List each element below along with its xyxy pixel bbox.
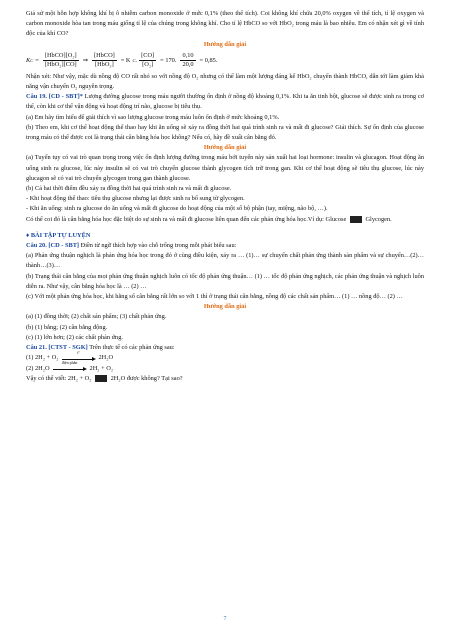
conclusion-product: Glycogen. (365, 215, 392, 223)
numerator: [HbCO] (93, 52, 115, 60)
ask-text: Vậy có thể viết: 2H₂ + O₂ (26, 374, 92, 382)
answer-19b-sport: - Khi hoạt động thể thao: tiêu thụ glucose nhưng lại được sinh ra bổ sung từ glycogen. (26, 195, 245, 203)
reaction-1-products: 2H₂O (98, 354, 114, 362)
fraction-ratio (92, 52, 117, 69)
solution-heading: Hướng dẫn giải (203, 144, 247, 152)
dot: . (135, 56, 138, 64)
equals-k: = K (120, 56, 131, 64)
fraction-values (180, 52, 195, 69)
reaction-1-reactants: (1) 2H₂ + O₂ (26, 354, 59, 362)
question-21-text: Trên thực tế có các phản ứng sau: (87, 344, 175, 352)
solution-heading: Hướng dẫn giải (203, 303, 247, 311)
denominator: [O₂] (142, 61, 154, 69)
answer-20c: (c) (1) lớn hơn; (2) các chất phản ứng. (26, 333, 123, 341)
equilibrium-formula (26, 50, 424, 72)
denominator: 20,0 (182, 61, 194, 69)
question-20-text: Điền từ ngữ thích hợp vào chỗ trống trong mỗi phát biểu sau: (79, 242, 237, 250)
solution-heading: Hướng dẫn giải (203, 40, 247, 48)
numerator: 0,10 (182, 52, 194, 60)
k-subscript-2: C (132, 57, 136, 63)
question-20c: (c) Với một phản ứng hóa học, khi hằng số cân bằng rất lớn so với 1 thì ở trạng thái cân bằng, nồng độ các chất sản phẩm… (1) … nồng độ… (2) … (26, 293, 403, 301)
numerator: [HbCO][O₂] (44, 52, 77, 60)
implies-sign: ⇒ (82, 56, 88, 64)
equilibrium-arrow-icon (350, 216, 362, 223)
section-title: ♦ BÀI TẬP TỰ LUYỆN (26, 231, 91, 239)
question-21-ask (26, 374, 424, 384)
page-number: 7 (223, 615, 227, 622)
equals-sign: = (35, 56, 39, 64)
equals-170: = 170. (160, 56, 177, 64)
section-heading (26, 231, 424, 241)
question-19-label: Câu 19. [CD - SBT]* (26, 93, 83, 101)
answer-20a: (a) (1) đồng thời; (2) chất sản phẩm; (3) chất phản ứng. (26, 313, 167, 321)
denominator: [HbO₂][CO] (44, 61, 77, 69)
reaction-2-products: 2H₂ + O₂ (89, 364, 114, 372)
question-21-label: Câu 21. [CTST - SGK] (26, 344, 88, 352)
reaction-2-reactants: (2) 2H₂O (26, 364, 50, 372)
denominator: [HbO₂] (94, 61, 114, 69)
reaction-condition: điện phân (61, 360, 78, 366)
reaction-condition: t° (77, 349, 80, 355)
question-20a: (a) Phản ứng thuận nghịch là phản ứng hóa học trong đó ở cùng điều kiện, xảy ra … (1)… sự chuyển chất phản ứng thành sản phẩm và sự chuyển…(2)… thành…(3)… (26, 252, 424, 270)
question-19a: (a) Em hãy tìm hiểu để giải thích vì sao lượng glucose trong máu luôn ổn định ở mức khoảng 0,1%. (26, 113, 280, 121)
k-symbol: K (26, 56, 31, 64)
conclusion-text: Có thể coi đó là cân bằng hóa học đặc biệt do sự sinh ra và mất đi glucose liên quan đến các phản ứng hóa học.Ví dụ: Glucose (26, 215, 347, 223)
ask-text-end: 2H₂O được không? Tại sao? (110, 374, 183, 382)
answer-19a: (a) Tuyến tụy có vai trò quan trọng trong việc ổn định lượng đường trong máu bởi tuyến này sản xuất hai loại hormone: insulin và glucagon. Hoạt động ăn uống sinh ra glucose, lúc này insulin sẽ có vai trò chuyển glucose thành glycogen tích trữ trong gan. Khi cơ thể hoạt động sẽ tiêu thụ glucose, lúc này glucagon sẽ có vai trò chuyển glycogen trong gan thành glucose. (26, 154, 424, 182)
paragraph-intro: Giả sử một hỗn hợp không khí bị ô nhiễm carbon monoxide ở mức 0,1% (theo thể tích). Coi không khí chứa 20,0% oxygen về thể tích, tỉ lệ oxygen và carbon monoxide hòa tan trong máu giống tỉ lệ của chúng trong không khí. Cho tỉ lệ HbCO so với HbO₂ trong máu là bao nhiêu. Em có nhận xét gì về tính độc của khí CO? (26, 10, 424, 38)
fraction-kc (43, 52, 79, 69)
answer-19-conclusion (26, 215, 424, 225)
question-20-label: Câu 20. [CD - SBT] (26, 242, 80, 250)
fraction-co-o2 (139, 52, 156, 69)
k-subscript: C (30, 57, 34, 63)
answer-20b: (b) (1) bằng; (2) cân bằng động. (26, 323, 108, 331)
answer-19b-eating: - Khi ăn uống: sinh ra glucose do ăn uống và mất đi glucose do hoạt động của một số bộ phận (tay, miệng, não bộ, …). (26, 205, 328, 213)
equilibrium-arrow-icon (95, 375, 107, 382)
reaction-arrow-icon (53, 360, 87, 371)
numerator: [CO] (141, 52, 155, 60)
question-19 (26, 92, 424, 112)
reaction-2 (26, 360, 424, 374)
question-20 (26, 241, 424, 251)
result: = 0,85. (199, 56, 218, 64)
answer-19b: (b) Cả hai thời điểm đều xảy ra đồng thời hai quá trình sinh ra và mất đi glucose. (26, 185, 232, 193)
remark: Nhận xét: Như vậy, mặc dù nồng độ CO rất nhỏ so với nồng độ O₂ nhưng có thể làm một lượng đáng kể HbO₂ chuyển thành HbCO, dẫn tới làm giảm khả năng vận chuyển O₂ nguyên trọng. (26, 72, 424, 91)
question-19b: (b) Theo em, khi cơ thể hoạt động thể thao hay khi ăn uống sẽ xảy ra đồng thời hai quá trình sinh ra và mất đi glucose? Giải thích. Sự ổn định của glucose trong máu có thể được coi là trạng thái cân bằng hóa học không? Nếu có, hãy đề xuất cân bằng đó. (26, 123, 424, 142)
question-20b: (b) Trạng thái cân bằng của mọi phản ứng thuận nghịch luôn có tốc độ phản ứng thuận… (1) … tốc độ phản ứng nghịch, các phản ứng thuận và nghịch luôn diễn ra. Như vậy, cân bằng hóa học là … (2) … (26, 272, 424, 290)
question-19-text: Lượng đường glucose trong máu người thường ổn định ở nồng độ khoảng 0,1%. Khi ta ăn tinh bột, glucose sẽ được sinh ra trong cơ thể, còn khi cơ thể vận động và hoạt động trí não, glucose bị tiêu thụ. (26, 93, 424, 111)
